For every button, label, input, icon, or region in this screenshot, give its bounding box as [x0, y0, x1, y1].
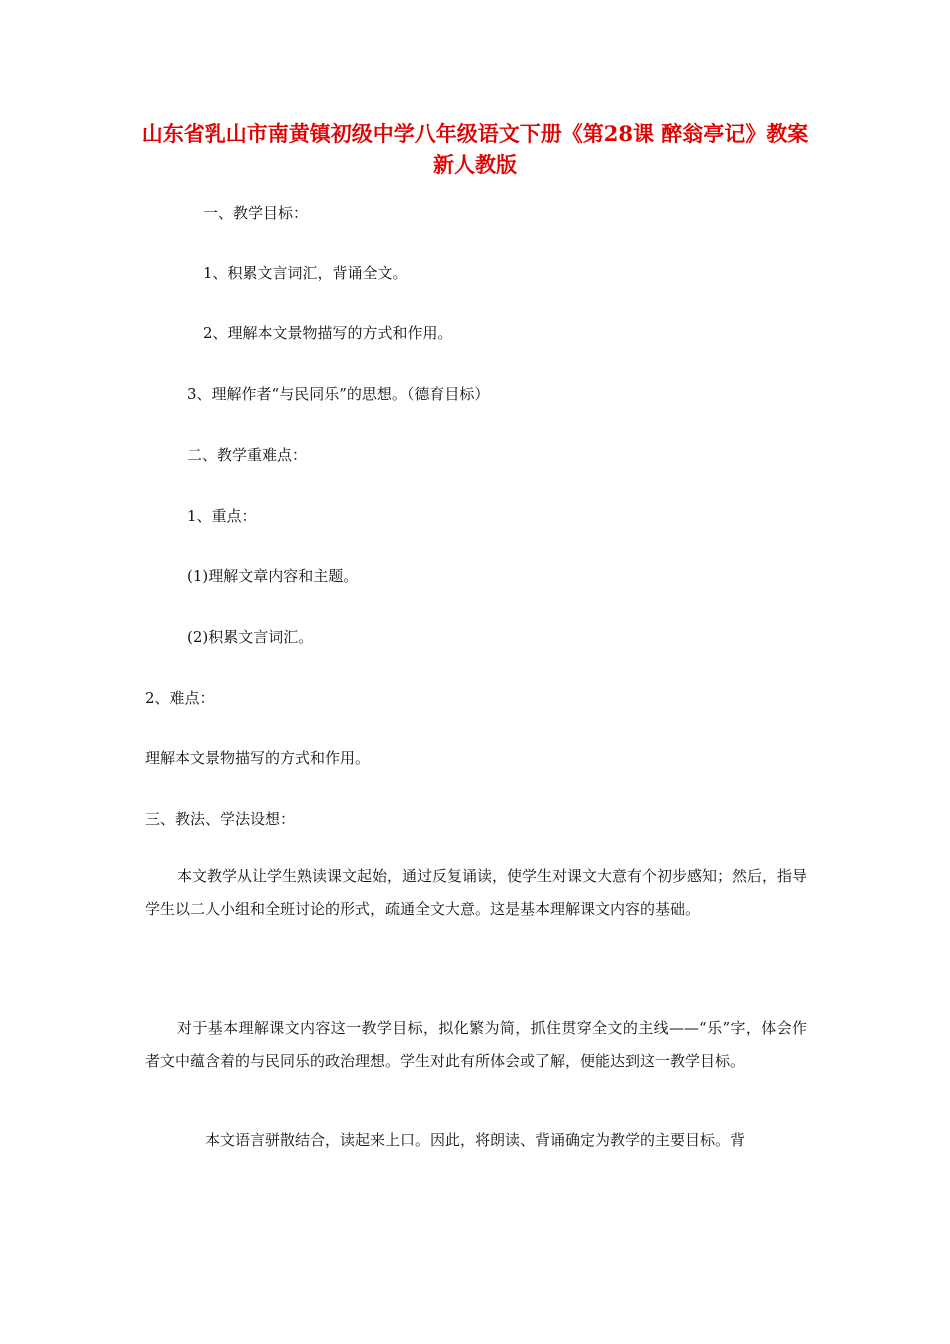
body-paragraph-1: 本文教学从让学生熟读课文起始，通过反复诵读，使学生对课文大意有个初步感知；然后，指导学生以二人小组和全班讨论的形式，疏通全文大意。这是基本理解课文内容的基础。: [145, 867, 808, 918]
body-paragraph-2: 对于基本理解课文内容这一教学目标，拟化繁为简，抓住贯穿全文的主线——“乐”字，体会作者文中蕴含着的与民同乐的政治理想。学生对此有所体会或了解，便能达到这一教学目标。: [145, 1019, 807, 1070]
key-point-item-1: (1)理解文章内容和主题。: [187, 567, 359, 585]
difficulty-heading: 2、难点：: [145, 689, 215, 707]
body-paragraph-3: 本文语言骈散结合，读起来上口。因此，将朗读、背诵确定为教学的主要目标。背: [205, 1131, 746, 1149]
key-point-item-2: (2)积累文言词汇。: [187, 628, 314, 646]
section-heading-methods: 三、教法、学法设想：: [145, 810, 296, 828]
section-heading-key-points: 二、教学重难点：: [187, 446, 308, 464]
objective-item-2: 2、理解本文景物描写的方式和作用。: [203, 324, 453, 342]
document-title: 山东省乳山市南黄镇初级中学八年级语文下册《第28课 醉翁亭记》教案 新人教版: [141, 121, 809, 177]
key-point-heading: 1、重点：: [187, 507, 257, 525]
difficulty-item: 理解本文景物描写的方式和作用。: [145, 749, 371, 767]
section-heading-objectives: 一、教学目标：: [203, 204, 309, 222]
objective-item-1: 1、积累文言词汇，背诵全文。: [203, 264, 408, 282]
objective-item-3: 3、理解作者“与民同乐”的思想。（德育目标）: [187, 385, 490, 403]
